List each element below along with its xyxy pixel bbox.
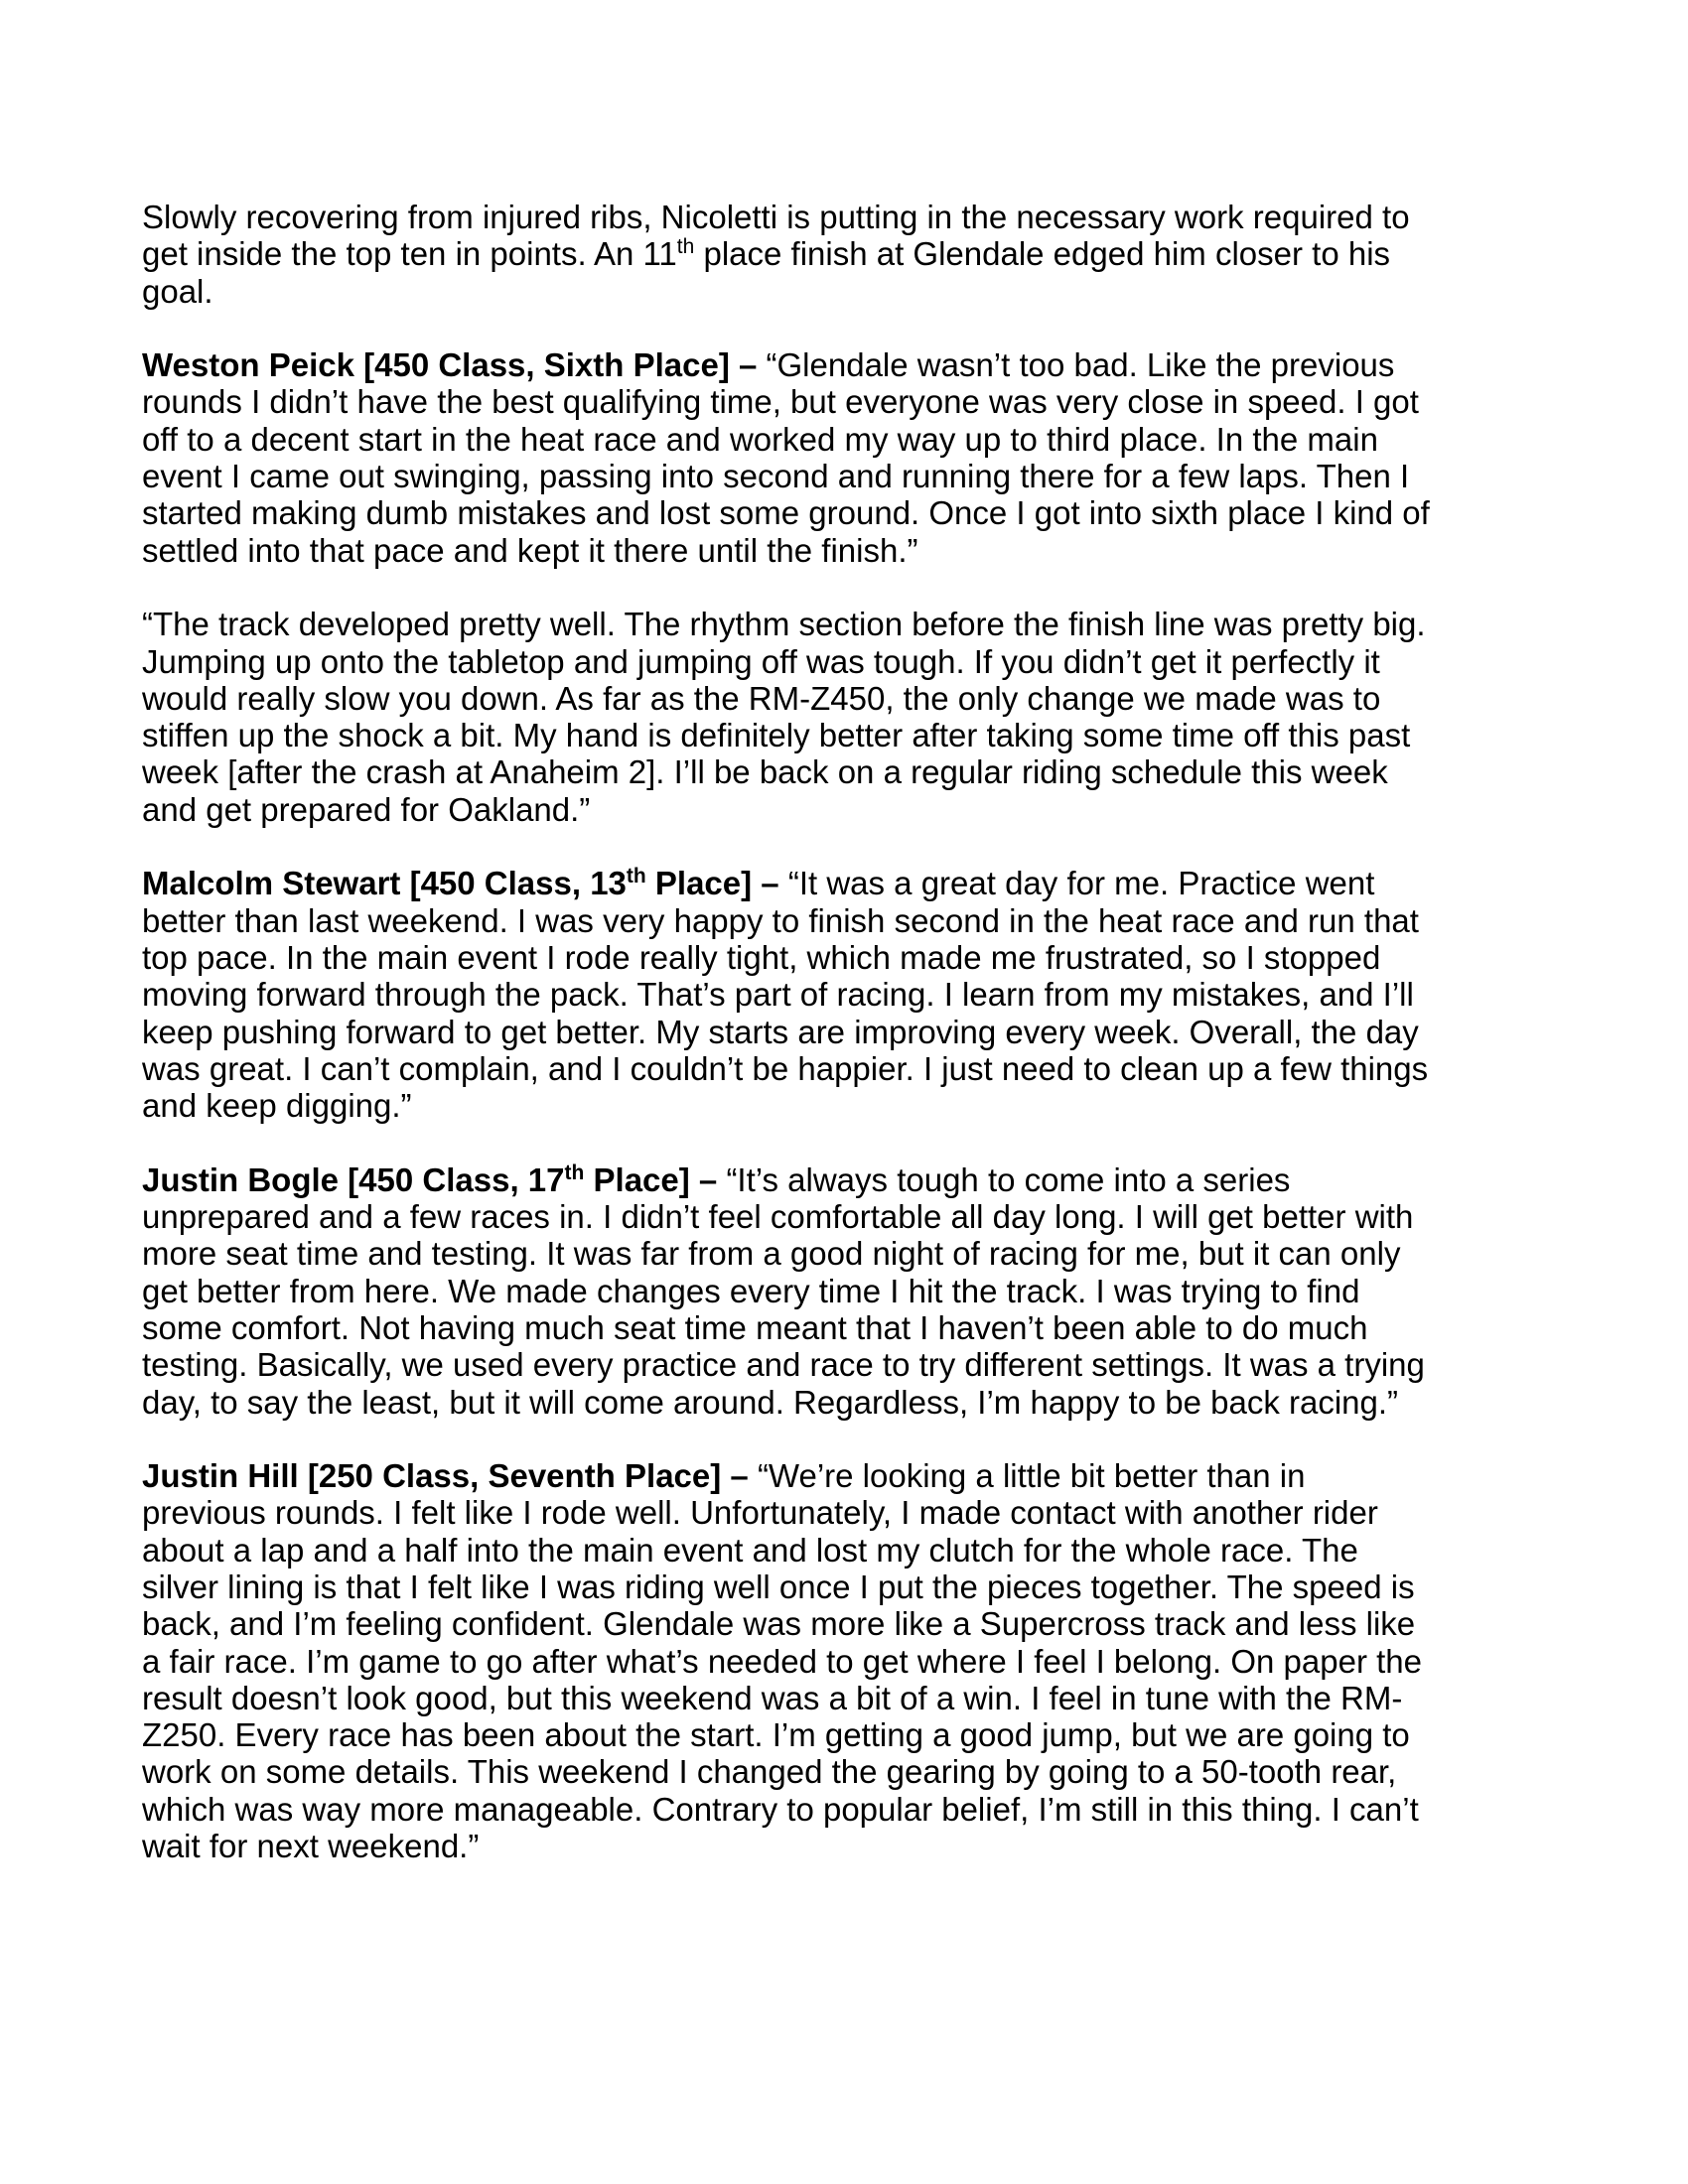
malcolm-stewart-quote-paragraph — [142, 865, 1435, 1124]
rider-heading-text: Malcolm Stewart [450 Class, 13 — [142, 865, 627, 902]
paragraph-text: “The track developed pretty well. The rhythm section before the finish line was pretty big. Jumping up onto the tabletop and jumping off was tough. If you didn’t get it perfectly it would really slow you down. As far as the RM-Z450, the only change we made was to stiffen up the shock a bit. My hand is definitely better after taking some time off this past week [after the crash at Anaheim 2]. I’ll be back on a regular riding schedule this week and get prepared for Oakland.” — [142, 606, 1426, 828]
nicoletti-paragraph — [142, 199, 1435, 310]
paragraph-text: “We’re looking a little bit better than in previous rounds. I felt like I rode well. Unfortunately, I made contact with another rider about a lap and a half into the main event and lost my clutch for the whole race. The silver lining is that I felt like I was riding well once I put the pieces together. The speed is back, and I’m feeling confident. Glendale was more like a Supercross track and less like a fair race. I’m game to go after what’s needed to get where I feel I belong. On paper the result doesn’t look good, but this weekend was a bit of a win. I feel in tune with the RM-Z250. Every race has been about the start. I’m getting a good jump, but we are going to work on some details. This weekend I changed the gearing by going to a 50-tooth rear, which was way more manageable. Contrary to popular belief, I’m still in this thing. I can’t wait for next weekend.” — [142, 1457, 1422, 1865]
paragraph-text: “Glendale wasn’t too bad. Like the previous rounds I didn’t have the best qualifying time, but everyone was very close in speed. I got off to a decent start in the heat race and worked my way up to third place. In the main event I came out swinging, passing into second and running there for a few laps. Then I started making dumb mistakes and lost some ground. Once I got into sixth place I kind of settled into that pace and kept it there until the finish.” — [142, 346, 1430, 569]
rider-heading-text: th — [626, 865, 646, 888]
ordinal-superscript: th — [676, 235, 695, 259]
rider-heading-text: Justin Hill [250 Class, Seventh Place] – — [142, 1457, 758, 1495]
paragraph-text: “It was a great day for me. Practice went better than last weekend. I was very happy to finish second in the heat race and run that top pace. In the main event I rode really tight, which made me frustrated, so I stopped moving forward through the pack. That’s part of racing. I learn from my mistakes, and I’ll keep pushing forward to get better. My starts are improving every week. Overall, the day was great. I can’t complain, and I couldn’t be happier. I just need to clean up a few things and keep digging.” — [142, 865, 1429, 1125]
rider-heading-text: th — [564, 1160, 585, 1184]
paragraph-text: “It’s always tough to come into a series unprepared and a few races in. I didn’t feel comfortable all day long. I will get better with more seat time and testing. It was far from a good night of racing for me, but it can only get better from here. We made changes every time I hit the track. I was trying to find some comfort. Not having much seat time meant that I haven’t been able to do much testing. Basically, we used every practice and race to try different settings. It was a trying day, to say the least, but it will come around. Regardless, I’m happy to be back racing.” — [142, 1160, 1425, 1421]
paragraph-text: place finish at Glendale edged him closer to his goal. — [142, 235, 1391, 310]
rider-heading-text: Weston Peick [450 Class, Sixth Place] – — [142, 346, 767, 384]
rider-heading-text: Justin Bogle [450 Class, 17 — [142, 1160, 565, 1198]
justin-hill-quote-paragraph — [142, 1457, 1435, 1864]
weston-peick-quote-paragraph — [142, 346, 1435, 569]
peick-track-quote-paragraph — [142, 606, 1435, 828]
justin-bogle-quote-paragraph — [142, 1161, 1435, 1421]
paragraph-text: Slowly recovering from injured ribs, Nicoletti is putting in the necessary work required to get inside the top ten in points. An 11 — [142, 199, 1410, 273]
rider-heading-text: Place] – — [645, 865, 788, 902]
rider-heading-text: Place] – — [584, 1160, 727, 1198]
document-page — [142, 199, 1435, 1864]
